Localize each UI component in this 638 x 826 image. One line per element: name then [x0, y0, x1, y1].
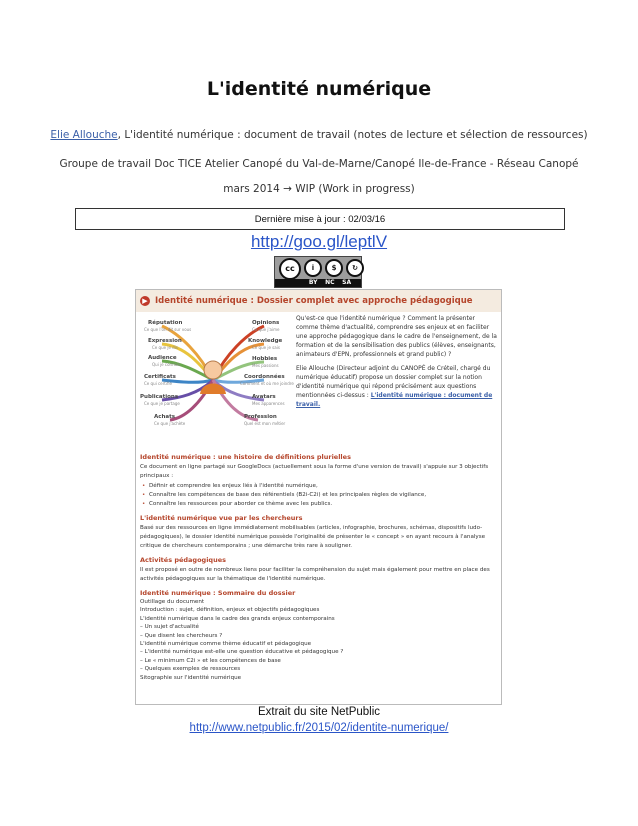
mindmap-label: Publications — [140, 394, 179, 400]
section-text: Basé sur des ressources en ligne immédiatement mobilisables (articles, infographie, brochures, schémas, dispositifs ludo-pédagogiques), le dossier identité numérique possède l'originalité de présenter le « concept » en ayant recours à l'analyse critique de chercheurs contemporains ; une démarche très rare à souligner. — [140, 525, 486, 549]
author-note-text: Elie Allouche (Directeur adjoint du CANOPÉ de Créteil, chargé du numérique éducatif) propose un dossier complet sur la notion d'identité numérique qui répond précisément aux questions mentionnées ci-dessus : — [296, 365, 491, 399]
summary-heading: Identité numérique : Sommaire du dossier — [140, 589, 296, 597]
mindmap-sublabel: Mes passions — [252, 363, 279, 368]
license-label-by: BY — [308, 279, 318, 286]
mindmap-label: Opinions — [252, 320, 280, 326]
mindmap — [140, 314, 294, 442]
mindmap-sublabel: Ce que j'achète — [154, 421, 186, 426]
mindmap-label: Achats — [154, 414, 176, 420]
author-link[interactable]: Elie Allouche — [50, 129, 118, 141]
mindmap-sublabel: Ce que je dis — [152, 345, 178, 350]
summary-item[interactable]: – L'identité numérique est-elle une question éducative et pédagogique ? — [140, 649, 344, 656]
section-text: Ce document en ligne partagé sur GoogleDocs (actuellement sous la forme d'une version de travail) s'appuie sur 3 objectifs principaux : — [140, 464, 489, 479]
short-link[interactable]: http://goo.gl/leptlV — [250, 232, 388, 251]
mindmap-sublabel: Ce que je sais — [252, 345, 280, 350]
screenshot-header — [136, 290, 501, 312]
mindmap-sublabel: Qui je connais — [152, 362, 181, 367]
section-heading: Identité numérique : une histoire de définitions plurielles — [140, 453, 351, 461]
arrow-right-icon: ▶ — [140, 296, 150, 306]
summary-item[interactable]: Sitographie sur l'identité numérique — [140, 674, 242, 681]
list-item: • Définir et comprendre les enjeux liés à l'identité numérique, — [140, 482, 498, 491]
group-line: Groupe de travail Doc TICE Atelier Canopé du Val-de-Marne/Canopé Ile-de-France - Réseau Canopé — [59, 158, 579, 170]
byline — [0, 129, 638, 141]
screenshot-body — [140, 448, 498, 682]
cc-license-badge[interactable] — [274, 256, 362, 288]
section-text: Il est proposé en outre de nombreux liens pour faciliter la compréhension du sujet mais également pour mettre en place des activités pédagogiques sur la thématique de l'identité numérique. — [140, 567, 490, 582]
last-update-box: Dernière mise à jour : 02/03/16 — [75, 208, 565, 230]
mindmap-sublabel: Ce qui certifie — [144, 381, 172, 386]
author-note — [296, 364, 498, 409]
summary-item[interactable]: L'identité numérique comme thème éducatif et pédagogique — [140, 641, 312, 648]
mindmap-label: Réputation — [148, 320, 183, 326]
mindmap-sublabel: Comment et où me joindre — [240, 381, 294, 386]
netpublic-link[interactable]: http://www.netpublic.fr/2015/02/identite-numerique/ — [189, 722, 449, 734]
license-label-sa: SA — [342, 279, 352, 286]
sharealike-icon: ↻ — [346, 259, 364, 277]
summary-item[interactable]: – Un sujet d'actualité — [140, 624, 199, 631]
mindmap-sublabel: Ce que l'on dit sur vous — [144, 327, 192, 332]
summary-item[interactable]: Outillage du document — [140, 599, 205, 605]
mindmap-sublabel: Ce que j'aime — [252, 327, 280, 332]
mindmap-label: Coordonnées — [244, 374, 285, 380]
mindmap-sublabel: Quel est mon métier — [244, 421, 286, 426]
cc-circle-icon: cc — [279, 258, 301, 280]
list-item: • Connaître les ressources pour aborder ce thème avec les publics. — [140, 500, 498, 509]
mindmap-label: Hobbies — [252, 356, 278, 362]
byline-rest: , L'identité numérique : document de travail (notes de lecture et sélection de ressources) — [117, 129, 588, 141]
mindmap-sublabel: Mes apparences — [252, 401, 285, 406]
summary-item[interactable]: Introduction : sujet, définition, enjeux et objectifs pédagogiques — [140, 607, 320, 614]
mindmap-label: Certificats — [144, 374, 176, 380]
noncommercial-icon: $ — [325, 259, 343, 277]
document-title: L'identité numérique — [206, 78, 432, 100]
screenshot-intro — [296, 314, 498, 409]
summary-item[interactable]: – Que disent les chercheurs ? — [140, 632, 223, 639]
mindmap-sublabel: Ce que je partage — [144, 401, 180, 406]
date-line: mars 2014 → WIP (Work in progress) — [223, 183, 415, 195]
list-item: • Connaître les compétences de base des référentiels (B2i-C2i) et les principales règles de vigilance, — [140, 491, 498, 500]
section-heading: L'identité numérique vue par les chercheurs — [140, 514, 303, 522]
summary-item[interactable]: – Quelques exemples de ressources — [140, 666, 241, 673]
mindmap-label: Audience — [148, 355, 177, 361]
mindmap-label: Knowledge — [248, 338, 283, 344]
document-link[interactable]: L'identité numérique : document de travail. — [296, 392, 493, 408]
attribution-icon: i — [304, 259, 322, 277]
summary-item[interactable]: L'identité numérique dans le cadre des grands enjeux contemporains — [140, 615, 335, 622]
license-label-nc: NC — [325, 279, 335, 286]
mindmap-label: Expression — [148, 338, 182, 344]
image-caption: Extrait du site NetPublic — [257, 706, 381, 718]
section-heading: Activités pédagogiques — [140, 556, 226, 564]
screenshot-title: Identité numérique : Dossier complet avec approche pédagogique — [155, 296, 473, 306]
mindmap-label: Profession — [244, 414, 277, 420]
summary-item[interactable]: – Le « minimum C2i » et les compétences de base — [140, 657, 281, 664]
intro-text: Qu'est-ce que l'identité numérique ? Comment la présenter comme thème d'actualité, comprendre ses enjeux et en faciliter une approche pédagogique dans le cadre de l'enseignement, de la formation et de la sensibilisation des publics (élèves, enseignants, animateurs d'EPN, professionnels et grand public) ? — [296, 315, 497, 358]
mindmap-label: Avatars — [252, 394, 276, 400]
netpublic-screenshot — [135, 289, 502, 705]
